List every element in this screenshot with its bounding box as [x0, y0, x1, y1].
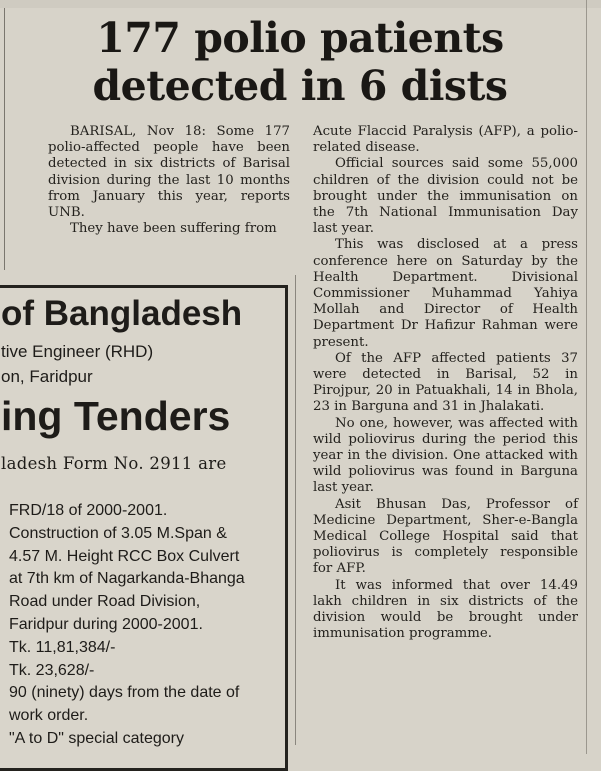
paragraph: It was informed that over 14.49 lakh children in six districts of the division would be brought under immunisation programme.	[313, 577, 578, 642]
article-column-1	[48, 124, 290, 237]
paragraph: No one, however, was affected with wild poliovirus during the period this year in the division. One attacked with wild poliovirus was found in Barguna last year.	[313, 415, 578, 496]
tender-detail-line: work order.	[9, 707, 89, 725]
paragraph: Acute Flaccid Paralysis (AFP), a polio-related disease.	[313, 124, 578, 156]
tender-detail-line: Road under Road Division,	[9, 593, 201, 611]
tender-detail-line: FRD/18 of 2000-2001.	[9, 502, 168, 519]
tender-detail-line: 4.57 M. Height RCC Box Culvert	[9, 547, 240, 565]
column-rule	[4, 8, 5, 270]
column-rule	[295, 275, 296, 745]
headline-line-2: detected in 6 dists	[92, 62, 508, 110]
page-fold-line	[586, 0, 587, 754]
tender-form-line: ladesh Form No. 2911 are	[1, 454, 227, 473]
tender-detail-line: at 7th km of Nagarkanda-Bhanga	[9, 570, 245, 588]
tender-location-line: on, Faridpur	[1, 367, 93, 386]
headline-line-1: 177 polio patients	[96, 14, 504, 62]
tender-detail-line: Construction of 3.05 M.Span &	[9, 524, 227, 542]
tender-detail-line: Tk. 23,628/-	[9, 661, 95, 679]
paragraph: Official sources said some 55,000 children of the division could not be brought under the immunisation on the 7th National Immunisation Day last year.	[313, 156, 578, 237]
paragraph: Of the AFP affected patients 37 were detected in Barisal, 52 in Pirojpur, 20 in Patuakhali, 14 in Bhola, 23 in Barguna and 31 in Jhalakati.	[313, 350, 578, 415]
tender-detail-line: 90 (ninety) days from the date of	[9, 684, 240, 702]
tender-org-title: of Bangladesh	[1, 294, 243, 333]
paragraph: This was disclosed at a press conference here on Saturday by the Health Department. Divisional Commissioner Muhammad Yahiya Mollah and Director of Health Department Dr Hafizur Rahman were present.	[313, 237, 578, 350]
tender-detail-line: Faridpur during 2000-2001.	[9, 615, 203, 633]
tender-details-list	[9, 500, 271, 751]
tender-detail-line: "A to D" special category	[9, 729, 184, 747]
paragraph: BARISAL, Nov 18: Some 177 polio-affected people have been detected in six districts of Barisal division during the last 10 months from January this year, reports UNB.	[48, 124, 290, 221]
tender-office-line: tive Engineer (RHD)	[1, 342, 154, 361]
paragraph: Asit Bhusan Das, Professor of Medicine Department, Sher-e-Bangla Medical College Hospital said that poliovirus is completely responsible for AFP.	[313, 496, 578, 577]
tender-heading: ing Tenders	[1, 393, 231, 439]
article-headline	[10, 14, 590, 110]
tender-detail-line: Tk. 11,81,384/-	[9, 638, 116, 656]
article-column-2	[313, 124, 578, 643]
previous-article-strip	[0, 0, 601, 8]
tender-advertisement	[0, 285, 288, 771]
paragraph: They have been suffering from	[70, 221, 277, 237]
